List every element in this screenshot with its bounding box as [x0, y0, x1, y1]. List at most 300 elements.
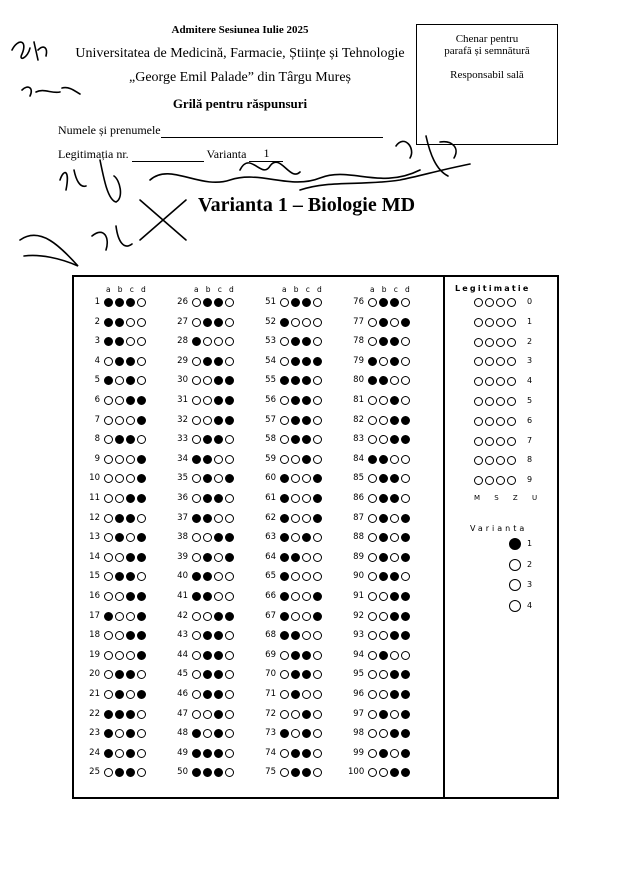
answer-bubble-a[interactable] [192, 690, 201, 699]
answer-bubble-c[interactable] [126, 749, 135, 758]
question-number: 14 [89, 551, 100, 562]
answer-bubble-b[interactable] [115, 651, 124, 660]
answer-bubble-b[interactable] [203, 651, 212, 660]
answer-bubble-a[interactable] [368, 494, 377, 503]
answer-bubble-d[interactable] [225, 298, 234, 307]
answer-bubble-c[interactable] [126, 396, 135, 405]
answer-bubble-c[interactable] [214, 357, 223, 366]
varianta-bubble-1[interactable] [509, 538, 521, 550]
answer-bubble-b[interactable] [291, 318, 300, 327]
answer-bubble-d[interactable] [137, 416, 146, 425]
legitimatie-bubble[interactable] [507, 338, 516, 347]
answer-bubble-d[interactable] [225, 416, 234, 425]
answer-bubble-d[interactable] [313, 690, 322, 699]
answer-bubble-d[interactable] [225, 592, 234, 601]
answer-bubble-c[interactable] [302, 416, 311, 425]
answer-bubble-b[interactable] [203, 396, 212, 405]
answer-bubble-c[interactable] [302, 357, 311, 366]
answer-bubble-d[interactable] [137, 514, 146, 523]
answer-bubble-c[interactable] [302, 710, 311, 719]
answer-bubble-c[interactable] [126, 612, 135, 621]
answer-bubble-b[interactable] [379, 357, 388, 366]
answer-bubble-d[interactable] [225, 494, 234, 503]
answer-bubble-b[interactable] [379, 710, 388, 719]
answer-bubble-c[interactable] [214, 494, 223, 503]
answer-bubble-a[interactable] [104, 553, 113, 562]
legitimatie-bubble[interactable] [485, 338, 494, 347]
legitimatie-bubble[interactable] [474, 298, 483, 307]
answer-bubble-c[interactable] [302, 612, 311, 621]
answer-bubble-c[interactable] [126, 710, 135, 719]
answer-bubble-c[interactable] [214, 396, 223, 405]
answer-bubble-a[interactable] [192, 612, 201, 621]
legitimatie-bubble[interactable] [507, 397, 516, 406]
answer-bubble-a[interactable] [368, 416, 377, 425]
question-number: 65 [265, 571, 276, 582]
answer-bubble-d[interactable] [137, 298, 146, 307]
answer-bubble-c[interactable] [302, 651, 311, 660]
answer-bubble-c[interactable] [214, 553, 223, 562]
answer-bubble-b[interactable] [379, 318, 388, 327]
legitimatie-digit: 8 [527, 455, 533, 465]
legitimatie-bubble[interactable] [496, 318, 505, 327]
answer-bubble-d[interactable] [313, 612, 322, 621]
answer-bubble-c[interactable] [302, 690, 311, 699]
answer-bubble-d[interactable] [225, 514, 234, 523]
answer-bubble-a[interactable] [104, 690, 113, 699]
answer-bubble-b[interactable] [115, 396, 124, 405]
answer-bubble-b[interactable] [291, 396, 300, 405]
answer-bubble-b[interactable] [203, 298, 212, 307]
answer-bubble-c[interactable] [302, 318, 311, 327]
answer-bubble-a[interactable] [368, 690, 377, 699]
answer-bubble-a[interactable] [280, 416, 289, 425]
answer-bubble-d[interactable] [313, 396, 322, 405]
answer-bubble-c[interactable] [302, 455, 311, 464]
answer-bubble-d[interactable] [225, 749, 234, 758]
answer-bubble-d[interactable] [137, 318, 146, 327]
answer-bubble-d[interactable] [401, 749, 410, 758]
answer-bubble-a[interactable] [104, 710, 113, 719]
answer-bubble-c[interactable] [126, 416, 135, 425]
answer-bubble-a[interactable] [280, 592, 289, 601]
varianta-bubble-3[interactable] [509, 579, 521, 591]
answer-bubble-a[interactable] [104, 514, 113, 523]
answer-bubble-a[interactable] [368, 298, 377, 307]
answer-bubble-d[interactable] [313, 710, 322, 719]
answer-bubble-b[interactable] [379, 396, 388, 405]
answer-bubble-b[interactable] [291, 357, 300, 366]
answer-bubble-d[interactable] [313, 494, 322, 503]
answer-bubble-a[interactable] [104, 455, 113, 464]
answer-bubble-a[interactable] [104, 298, 113, 307]
answer-bubble-a[interactable] [104, 357, 113, 366]
answer-bubble-a[interactable] [368, 514, 377, 523]
legitimatie-bubble[interactable] [474, 397, 483, 406]
answer-bubble-b[interactable] [203, 318, 212, 327]
answer-bubble-a[interactable] [192, 396, 201, 405]
answer-bubble-c[interactable] [214, 318, 223, 327]
answer-bubble-a[interactable] [368, 651, 377, 660]
answer-bubble-d[interactable] [401, 298, 410, 307]
answer-bubble-a[interactable] [104, 494, 113, 503]
legitimatie-digit: 2 [527, 336, 533, 346]
legitimatie-bubble[interactable] [485, 298, 494, 307]
answer-bubble-d[interactable] [401, 710, 410, 719]
answer-bubble-a[interactable] [192, 553, 201, 562]
legitimatie-bubble[interactable] [496, 437, 505, 446]
answer-bubble-b[interactable] [115, 455, 124, 464]
answer-bubble-d[interactable] [137, 592, 146, 601]
answer-bubble-b[interactable] [203, 749, 212, 758]
question-number: 94 [353, 649, 364, 660]
answer-bubble-b[interactable] [379, 749, 388, 758]
answer-bubble-a[interactable] [192, 494, 201, 503]
answer-bubble-d[interactable] [313, 651, 322, 660]
answer-bubble-c[interactable] [214, 749, 223, 758]
answer-bubble-a[interactable] [280, 318, 289, 327]
university-name: Universitatea de Medicină, Farmacie, Științe și Tehnologie [75, 46, 405, 61]
answer-bubble-b[interactable] [379, 651, 388, 660]
answer-bubble-d[interactable] [401, 612, 410, 621]
answer-bubble-c[interactable] [126, 298, 135, 307]
answer-bubble-d[interactable] [137, 357, 146, 366]
answer-bubble-a[interactable] [280, 651, 289, 660]
options-header: a b c d [106, 285, 149, 294]
answer-bubble-d[interactable] [313, 749, 322, 758]
question-number: 5 [94, 375, 100, 386]
legitimatie-bubble[interactable] [496, 298, 505, 307]
answer-bubble-d[interactable] [137, 494, 146, 503]
answer-bubble-c[interactable] [126, 318, 135, 327]
legitimatie-bubble[interactable] [485, 397, 494, 406]
answer-bubble-d[interactable] [137, 553, 146, 562]
answer-bubble-a[interactable] [280, 494, 289, 503]
legitimatie-bubble[interactable] [474, 437, 483, 446]
answer-bubble-c[interactable] [302, 749, 311, 758]
legitimatie-bubble[interactable] [474, 338, 483, 347]
question-number: 16 [89, 591, 100, 601]
question-number: 28 [177, 336, 188, 347]
answer-bubble-d[interactable] [401, 357, 410, 366]
legitimatie-bubble[interactable] [507, 437, 516, 446]
answer-bubble-d[interactable] [401, 416, 410, 425]
answer-bubble-a[interactable] [104, 651, 113, 660]
answer-bubble-d[interactable] [137, 651, 146, 660]
answer-bubble-b[interactable] [291, 553, 300, 562]
answer-bubble-b[interactable] [291, 612, 300, 621]
answer-bubble-c[interactable] [126, 651, 135, 660]
answer-bubble-b[interactable] [115, 416, 124, 425]
answer-bubble-a[interactable] [280, 357, 289, 366]
question-number: 85 [353, 473, 364, 484]
answer-bubble-c[interactable] [390, 749, 399, 758]
answer-bubble-b[interactable] [379, 514, 388, 523]
answer-bubble-d[interactable] [225, 553, 234, 562]
answer-bubble-b[interactable] [291, 514, 300, 523]
answer-bubble-c[interactable] [214, 592, 223, 601]
legitimatie-bubble[interactable] [507, 298, 516, 307]
answer-bubble-c[interactable] [214, 455, 223, 464]
question-number: 93 [353, 630, 364, 641]
answer-bubble-a[interactable] [368, 455, 377, 464]
answer-bubble-a[interactable] [192, 514, 201, 523]
answer-bubble-b[interactable] [203, 592, 212, 601]
answer-bubble-d[interactable] [137, 710, 146, 719]
signature-box-line3: Responsabil sală [450, 69, 524, 81]
answer-bubble-a[interactable] [192, 357, 201, 366]
answer-bubble-c[interactable] [214, 612, 223, 621]
question-number: 95 [353, 669, 364, 680]
answer-bubble-c[interactable] [390, 514, 399, 523]
answer-bubble-d[interactable] [401, 690, 410, 699]
answer-bubble-a[interactable] [368, 396, 377, 405]
answer-bubble-d[interactable] [313, 416, 322, 425]
answer-bubble-d[interactable] [401, 592, 410, 601]
answer-bubble-a[interactable] [280, 298, 289, 307]
answer-bubble-c[interactable] [214, 416, 223, 425]
answer-bubble-b[interactable] [203, 690, 212, 699]
options-header: a b c d [282, 285, 325, 294]
answer-bubble-c[interactable] [390, 553, 399, 562]
answer-bubble-d[interactable] [225, 357, 234, 366]
answer-bubble-c[interactable] [214, 690, 223, 699]
answer-bubble-d[interactable] [401, 553, 410, 562]
answer-bubble-b[interactable] [115, 612, 124, 621]
answer-bubble-b[interactable] [115, 553, 124, 562]
answer-bubble-a[interactable] [280, 514, 289, 523]
answer-bubble-c[interactable] [390, 690, 399, 699]
answer-bubble-d[interactable] [401, 455, 410, 464]
answer-bubble-c[interactable] [214, 298, 223, 307]
answer-bubble-d[interactable] [225, 651, 234, 660]
answer-bubble-a[interactable] [192, 651, 201, 660]
answer-bubble-d[interactable] [137, 396, 146, 405]
answer-bubble-a[interactable] [104, 749, 113, 758]
answer-bubble-d[interactable] [401, 651, 410, 660]
answer-bubble-b[interactable] [203, 710, 212, 719]
answer-bubble-d[interactable] [137, 749, 146, 758]
answer-bubble-b[interactable] [291, 690, 300, 699]
answer-bubble-b[interactable] [291, 651, 300, 660]
answer-bubble-c[interactable] [214, 514, 223, 523]
answer-bubble-c[interactable] [126, 592, 135, 601]
varianta-option-label: 1 [527, 539, 533, 548]
answer-bubble-b[interactable] [379, 494, 388, 503]
question-number: 49 [177, 747, 188, 758]
answer-bubble-d[interactable] [137, 690, 146, 699]
answer-bubble-a[interactable] [192, 710, 201, 719]
answer-bubble-b[interactable] [115, 357, 124, 366]
answer-bubble-a[interactable] [368, 553, 377, 562]
answer-bubble-b[interactable] [379, 455, 388, 464]
answer-bubble-a[interactable] [368, 592, 377, 601]
answer-bubble-b[interactable] [291, 592, 300, 601]
answer-bubble-b[interactable] [203, 416, 212, 425]
answer-bubble-c[interactable] [126, 455, 135, 464]
answer-bubble-d[interactable] [137, 455, 146, 464]
answer-bubble-c[interactable] [126, 690, 135, 699]
answer-bubble-a[interactable] [192, 455, 201, 464]
answer-bubble-a[interactable] [368, 612, 377, 621]
answer-bubble-c[interactable] [302, 553, 311, 562]
legitimatie-bubble[interactable] [474, 318, 483, 327]
answer-bubble-b[interactable] [203, 514, 212, 523]
answer-bubble-b[interactable] [379, 612, 388, 621]
legitimatie-bubble[interactable] [496, 338, 505, 347]
answer-bubble-c[interactable] [214, 710, 223, 719]
question-number: 74 [265, 747, 276, 758]
answer-bubble-a[interactable] [104, 396, 113, 405]
answer-bubble-b[interactable] [115, 514, 124, 523]
question-number: 91 [353, 591, 364, 601]
question-number: 34 [177, 453, 188, 464]
answer-bubble-a[interactable] [280, 396, 289, 405]
answer-bubble-c[interactable] [390, 592, 399, 601]
legitimatie-digit: 4 [527, 376, 533, 386]
answer-bubble-a[interactable] [104, 592, 113, 601]
answer-bubble-a[interactable] [280, 710, 289, 719]
answer-bubble-b[interactable] [291, 298, 300, 307]
answer-bubble-b[interactable] [115, 592, 124, 601]
answer-bubble-d[interactable] [225, 612, 234, 621]
answer-bubble-d[interactable] [225, 690, 234, 699]
answer-bubble-c[interactable] [390, 455, 399, 464]
answer-bubble-c[interactable] [302, 298, 311, 307]
question-number: 71 [265, 689, 276, 699]
question-number: 39 [177, 551, 188, 562]
answer-bubble-a[interactable] [104, 612, 113, 621]
answer-bubble-a[interactable] [104, 416, 113, 425]
answer-bubble-a[interactable] [368, 749, 377, 758]
answer-bubble-d[interactable] [225, 318, 234, 327]
answer-bubble-c[interactable] [302, 396, 311, 405]
answer-bubble-b[interactable] [203, 357, 212, 366]
varianta-bubble-2[interactable] [509, 559, 521, 571]
answer-bubble-c[interactable] [126, 494, 135, 503]
session-title: Admitere Sesiunea Iulie 2025 [171, 24, 309, 36]
answer-bubble-a[interactable] [368, 710, 377, 719]
question-number: 47 [177, 708, 188, 719]
answer-bubble-b[interactable] [115, 318, 124, 327]
legitimatie-bubble[interactable] [507, 417, 516, 426]
answer-bubble-d[interactable] [313, 592, 322, 601]
answer-bubble-d[interactable] [137, 612, 146, 621]
answer-bubble-b[interactable] [291, 494, 300, 503]
answer-bubble-b[interactable] [115, 298, 124, 307]
legitimatie-bubble[interactable] [485, 318, 494, 327]
answer-bubble-c[interactable] [302, 494, 311, 503]
answer-bubble-a[interactable] [192, 592, 201, 601]
answer-bubble-a[interactable] [104, 318, 113, 327]
legitimatie-bubble[interactable] [485, 437, 494, 446]
answer-bubble-b[interactable] [379, 592, 388, 601]
answer-bubble-a[interactable] [192, 749, 201, 758]
answer-bubble-b[interactable] [379, 298, 388, 307]
answer-bubble-c[interactable] [214, 651, 223, 660]
answer-bubble-c[interactable] [126, 553, 135, 562]
answer-bubble-b[interactable] [291, 416, 300, 425]
answer-grid-divider [443, 275, 445, 799]
answer-bubble-d[interactable] [401, 514, 410, 523]
legitimatie-bubble[interactable] [496, 417, 505, 426]
answer-bubble-b[interactable] [115, 749, 124, 758]
answer-bubble-a[interactable] [192, 318, 201, 327]
answer-bubble-a[interactable] [280, 690, 289, 699]
question-number: 7 [94, 414, 100, 425]
answer-bubble-b[interactable] [203, 612, 212, 621]
answer-bubble-b[interactable] [291, 749, 300, 758]
answer-bubble-d[interactable] [313, 318, 322, 327]
answer-bubble-a[interactable] [368, 357, 377, 366]
answer-bubble-c[interactable] [390, 396, 399, 405]
answer-bubble-a[interactable] [280, 455, 289, 464]
answer-bubble-a[interactable] [192, 416, 201, 425]
answer-bubble-a[interactable] [280, 612, 289, 621]
answer-bubble-d[interactable] [401, 396, 410, 405]
answer-bubble-d[interactable] [313, 455, 322, 464]
legitimatie-bubble[interactable] [507, 318, 516, 327]
answer-bubble-c[interactable] [390, 651, 399, 660]
answer-bubble-d[interactable] [225, 710, 234, 719]
answer-bubble-b[interactable] [379, 416, 388, 425]
answer-bubble-d[interactable] [401, 494, 410, 503]
answer-bubble-c[interactable] [390, 318, 399, 327]
legitimatie-bubble[interactable] [474, 417, 483, 426]
answer-bubble-c[interactable] [302, 592, 311, 601]
answer-bubble-c[interactable] [390, 416, 399, 425]
answer-bubble-a[interactable] [280, 749, 289, 758]
answer-bubble-b[interactable] [115, 494, 124, 503]
answer-bubble-b[interactable] [115, 710, 124, 719]
answer-bubble-d[interactable] [313, 357, 322, 366]
answer-bubble-c[interactable] [126, 514, 135, 523]
answer-bubble-a[interactable] [280, 553, 289, 562]
legitimatie-bubble[interactable] [485, 417, 494, 426]
answer-bubble-d[interactable] [313, 298, 322, 307]
legitimatie-bubble[interactable] [496, 397, 505, 406]
answer-bubble-d[interactable] [313, 553, 322, 562]
answer-bubble-b[interactable] [379, 553, 388, 562]
answer-bubble-c[interactable] [390, 298, 399, 307]
answer-bubble-d[interactable] [225, 455, 234, 464]
question-number: 98 [353, 728, 364, 739]
answer-bubble-d[interactable] [401, 318, 410, 327]
varianta-bubble-4[interactable] [509, 600, 521, 612]
answer-bubble-b[interactable] [291, 710, 300, 719]
answer-bubble-b[interactable] [115, 690, 124, 699]
answer-bubble-b[interactable] [203, 553, 212, 562]
answer-bubble-c[interactable] [390, 357, 399, 366]
answer-bubble-c[interactable] [390, 612, 399, 621]
answer-bubble-b[interactable] [379, 690, 388, 699]
question-number: 88 [353, 532, 364, 543]
answer-bubble-d[interactable] [225, 396, 234, 405]
question-number: 66 [265, 591, 276, 601]
answer-bubble-d[interactable] [313, 514, 322, 523]
answer-bubble-c[interactable] [126, 357, 135, 366]
answer-bubble-b[interactable] [291, 455, 300, 464]
answer-bubble-c[interactable] [302, 514, 311, 523]
answer-bubble-b[interactable] [203, 494, 212, 503]
answer-bubble-c[interactable] [390, 710, 399, 719]
answer-bubble-c[interactable] [390, 494, 399, 503]
answer-bubble-a[interactable] [368, 318, 377, 327]
question-number: 54 [265, 355, 276, 366]
answer-bubble-a[interactable] [192, 298, 201, 307]
question-number: 10 [89, 473, 100, 484]
answer-bubble-b[interactable] [203, 455, 212, 464]
